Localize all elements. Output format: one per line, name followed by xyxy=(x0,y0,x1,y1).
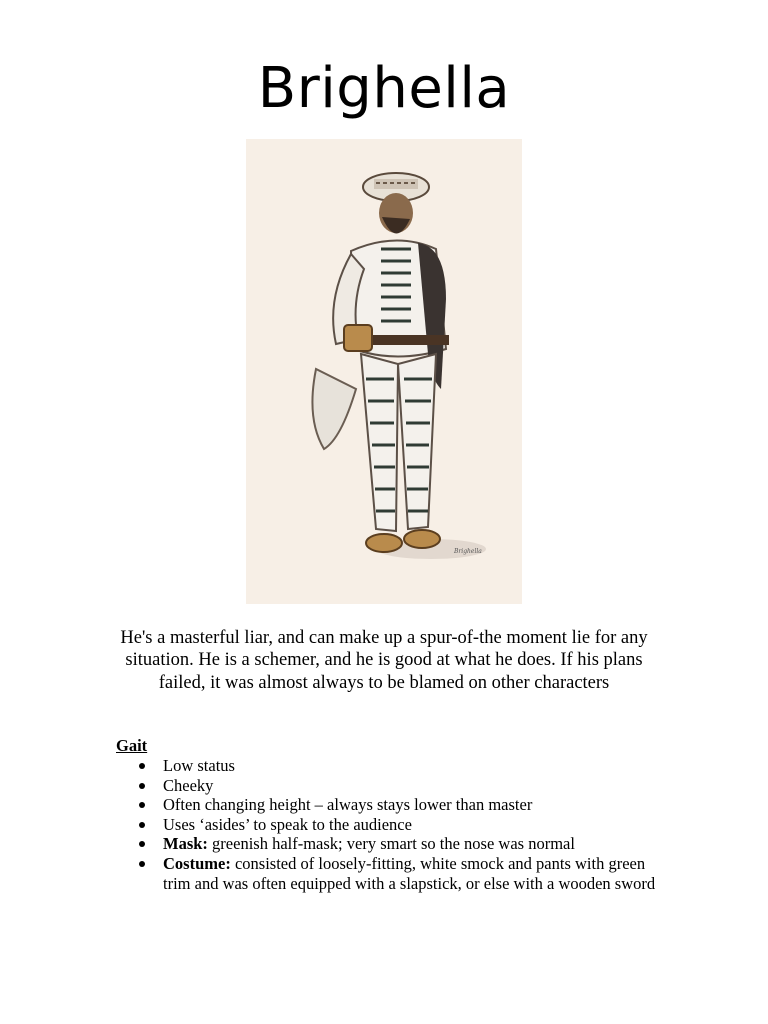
list-item xyxy=(136,756,656,776)
list-item xyxy=(136,776,656,796)
item-text: Uses ‘asides’ to speak to the audience xyxy=(163,814,412,834)
costume-text: consisted of loosely-fitting, white smock and pants with green trim and was often equipped with a slapstick, or else with a wooden sword xyxy=(163,853,656,893)
list-item xyxy=(136,815,656,835)
character-description: He's a masterful liar, and can make up a spur-of-the moment lie for any situation. He is a schemer, and he is good at what he does. If his plans failed, it was almost always to be blamed on other characters xyxy=(120,628,648,693)
bullet-icon xyxy=(139,861,145,867)
list-item xyxy=(136,834,656,854)
section-heading-gait: Gait xyxy=(116,736,148,755)
character-illustration xyxy=(246,139,522,604)
costume-label: Costume: xyxy=(163,853,231,873)
gait-bullet-list xyxy=(136,756,656,893)
list-item xyxy=(136,795,656,815)
list-item xyxy=(136,854,656,893)
mask-text: greenish half-mask; very smart so the nose was normal xyxy=(207,834,575,854)
bullet-icon xyxy=(139,763,145,769)
page-title: Brighella xyxy=(257,56,511,121)
item-text: Often changing height – always stays lower than master xyxy=(163,795,533,815)
brighella-figure xyxy=(246,139,522,604)
item-text: Cheeky xyxy=(163,775,214,795)
mask-label: Mask: xyxy=(163,834,208,854)
item-text: Low status xyxy=(163,756,235,775)
bullet-icon xyxy=(139,783,145,789)
figure-signature: Brighella xyxy=(454,548,482,555)
bullet-icon xyxy=(139,822,145,828)
bullet-icon xyxy=(139,802,145,808)
bullet-icon xyxy=(139,841,145,847)
